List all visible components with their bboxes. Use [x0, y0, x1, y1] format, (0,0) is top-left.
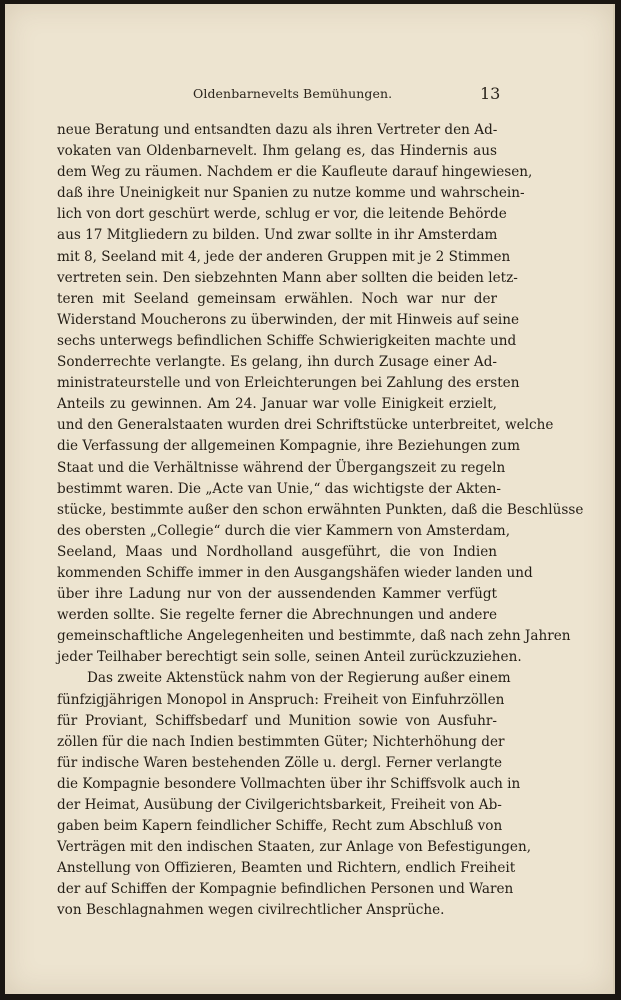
text-line: zöllen für die nach Indien bestimmten Güter; Nichterhöhung der — [57, 733, 505, 750]
text-line: stücke, bestimmte außer den schon erwähnten Punkten, daß die Beschlüsse — [57, 501, 584, 518]
text-line: bestimmt waren. Die „Acte van Unie,“ das wichtigste der Akten- — [57, 480, 501, 497]
text-line: teren mit Seeland gemeinsam erwählen. Noch war nur der — [57, 290, 497, 307]
text-line: vokaten van Oldenbarnevelt. Ihm gelang es, das Hindernis aus — [57, 143, 497, 160]
text-line: aus 17 Mitgliedern zu bilden. Und zwar sollte in ihr Amsterdam — [57, 227, 498, 244]
text-line: die Verfassung der allgemeinen Kompagnie, ihre Beziehungen zum — [57, 438, 521, 455]
text-line: daß ihre Uneinigkeit nur Spanien zu nutze komme und wahrschein- — [57, 185, 525, 202]
body-text — [57, 120, 584, 922]
text-line: Das zweite Aktenstück nahm von der Regierung außer einem — [87, 670, 511, 687]
text-line: für indische Waren bestehenden Zölle u. dergl. Ferner verlangte — [57, 754, 503, 771]
text-line: gemeinschaftliche Angelegenheiten und bestimmte, daß nach zehn Jahren — [57, 628, 571, 645]
text-line: von Beschlagnahmen wegen civilrechtlicher Ansprüche. — [57, 902, 445, 919]
running-title: Oldenbarnevelts Bemühungen. — [193, 86, 393, 101]
text-line: der auf Schiffen der Kompagnie befindlichen Personen und Waren — [57, 881, 514, 898]
text-line: mit 8, Seeland mit 4, jede der anderen Gruppen mit je 2 Stimmen — [57, 248, 511, 265]
paragraph — [57, 120, 584, 668]
text-line: Widerstand Moucherons zu überwinden, der mit Hinweis auf seine — [57, 311, 520, 328]
running-head — [5, 84, 613, 108]
text-line: neue Beratung und entsandten dazu als ihren Vertreter den Ad- — [57, 122, 498, 138]
paragraph — [57, 668, 532, 921]
text-line: ministrateurstelle und von Erleichterungen bei Zahlung des ersten — [57, 375, 520, 392]
text-line: kommenden Schiffe immer in den Ausgangshäfen wieder landen und — [57, 564, 533, 581]
text-line: Sonderrechte verlangte. Es gelang, ihn durch Zusage einer Ad- — [57, 354, 497, 371]
text-line: Staat und die Verhältnisse während der Übergangszeit zu regeln — [57, 459, 506, 476]
text-line: für Proviant, Schiffsbedarf und Munition sowie von Ausfuhr- — [57, 712, 497, 729]
text-line: gaben beim Kapern feindlicher Schiffe, Recht zum Abschluß von — [57, 818, 503, 835]
text-line: sechs unterwegs befindlichen Schiffe Schwierigkeiten machte und — [57, 332, 517, 349]
text-line: der Heimat, Ausübung der Civilgerichtsbarkeit, Freiheit von Ab- — [57, 797, 502, 813]
text-line: jeder Teilhaber berechtigt sein solle, seinen Anteil zurückzuziehen. — [57, 649, 522, 666]
text-line: dem Weg zu räumen. Nachdem er die Kaufleute darauf hingewiesen, — [57, 164, 533, 181]
text-line: und den Generalstaaten wurden drei Schriftstücke unterbreitet, welche — [57, 417, 554, 434]
text-line: die Kompagnie besondere Vollmachten über ihr Schiffsvolk auch in — [57, 775, 521, 792]
book-page — [5, 4, 615, 994]
text-line: Seeland, Maas und Nordholland ausgeführt, die von Indien — [57, 543, 497, 560]
text-line: vertreten sein. Den siebzehnten Mann aber sollten die beiden letz- — [57, 269, 518, 286]
text-line: werden sollte. Sie regelte ferner die Abrechnungen und andere — [57, 607, 497, 624]
text-line: Verträgen mit den indischen Staaten, zur Anlage von Befestigungen, — [57, 839, 532, 856]
text-line: Anstellung von Offizieren, Beamten und Richtern, endlich Freiheit — [57, 860, 516, 877]
text-line: fünfzigjährigen Monopol in Anspruch: Freiheit von Einfuhrzöllen — [57, 691, 505, 708]
text-line: lich von dort geschürt werde, schlug er vor, die leitende Behörde — [57, 206, 507, 223]
page-number: 13 — [480, 84, 501, 103]
text-line: über ihre Ladung nur von der aussendenden Kammer verfügt — [57, 586, 497, 603]
text-line: Anteils zu gewinnen. Am 24. Januar war volle Einigkeit erzielt, — [57, 396, 497, 413]
text-line: des obersten „Collegie“ durch die vier Kammern von Amsterdam, — [57, 522, 511, 539]
